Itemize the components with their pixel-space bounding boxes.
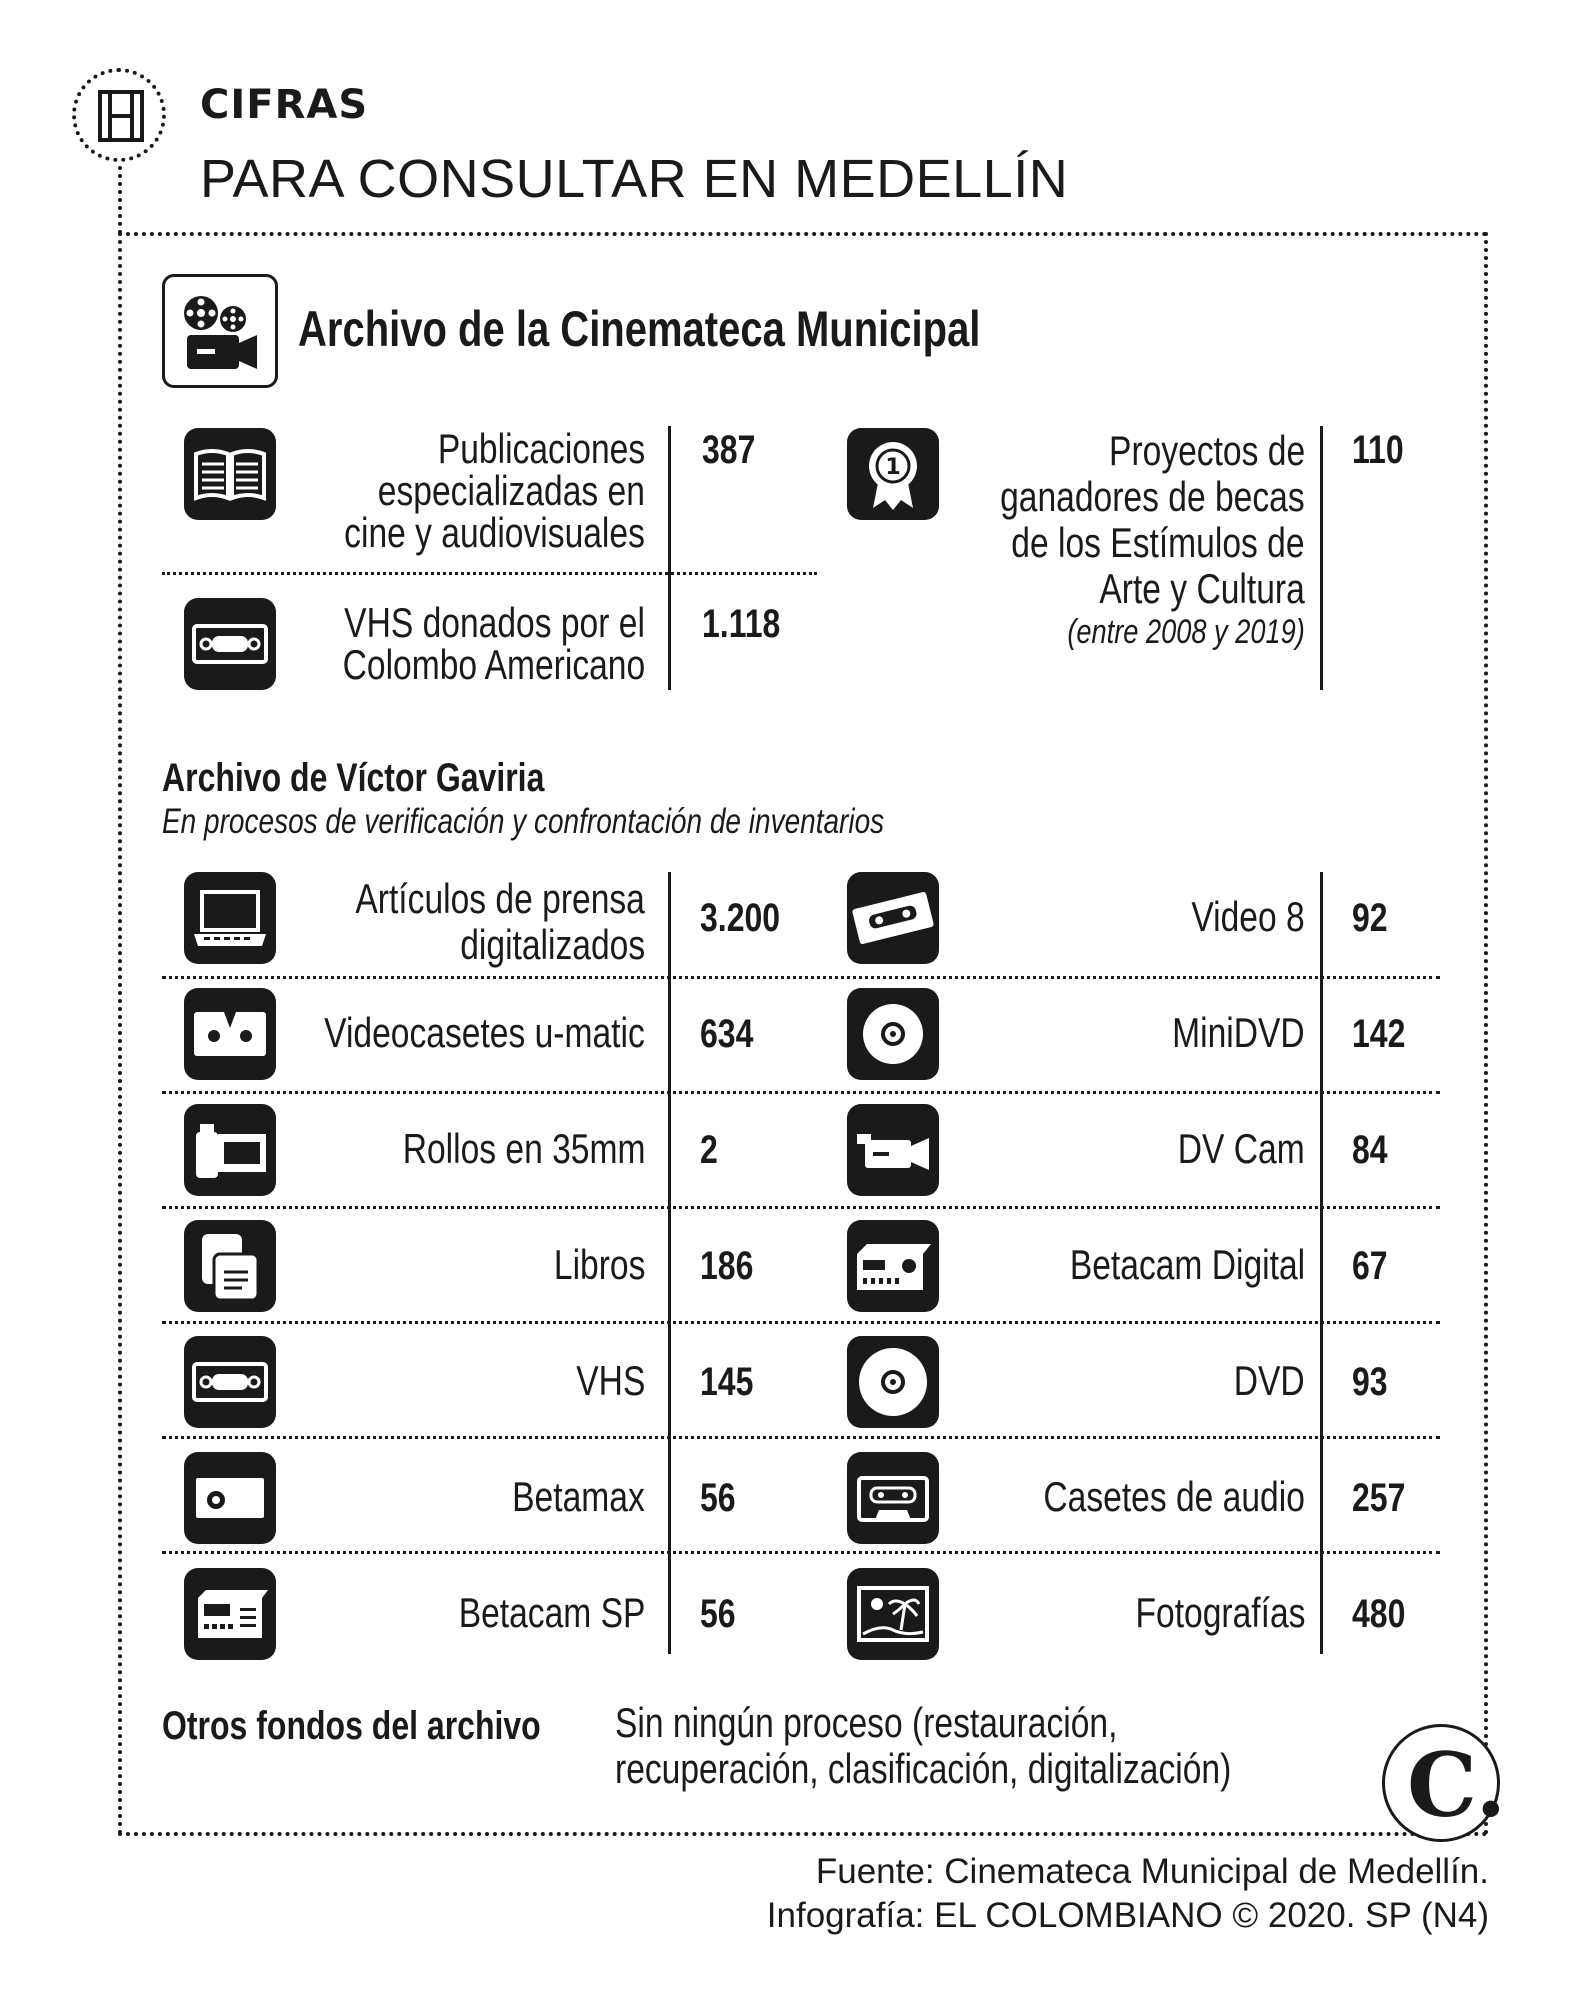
gaviria-subtitle: En procesos de verificación y confrontación de inventarios bbox=[162, 802, 885, 841]
divider bbox=[162, 1091, 1440, 1094]
el-colombiano-logo: C. bbox=[1382, 1724, 1500, 1842]
film-roll-icon-badge bbox=[184, 1104, 276, 1196]
publicaciones-value: 387 bbox=[702, 428, 756, 472]
camcorder-icon-badge bbox=[847, 1104, 939, 1196]
divider bbox=[162, 1551, 1440, 1554]
digital-deck-icon bbox=[847, 1220, 939, 1312]
camcorder-icon bbox=[847, 1104, 939, 1196]
svg-text:1: 1 bbox=[885, 455, 901, 480]
film-projector-badge bbox=[162, 274, 278, 388]
audio-cassette-icon-badge bbox=[847, 1452, 939, 1544]
books-icon-badge bbox=[184, 1220, 276, 1312]
divider bbox=[162, 976, 1440, 979]
photo-icon-badge bbox=[847, 1568, 939, 1660]
articulos-label: Artículos de prensa digitalizados bbox=[355, 875, 645, 968]
otros-title: Otros fondos del archivo bbox=[162, 1704, 541, 1748]
video8-cassette-icon bbox=[847, 872, 939, 964]
proyectos-value: 110 bbox=[1352, 428, 1404, 472]
divider bbox=[162, 1321, 1440, 1324]
book-icon-badge bbox=[184, 428, 276, 520]
libros-label: Libros bbox=[553, 1241, 645, 1288]
casetes-audio-label: Casetes de audio bbox=[1043, 1473, 1305, 1520]
libros-value: 186 bbox=[700, 1244, 754, 1288]
books-icon bbox=[184, 1220, 276, 1312]
cinemateca-title: Archivo de la Cinemateca Municipal bbox=[298, 301, 981, 357]
dvd-label: DVD bbox=[1234, 1357, 1305, 1404]
vhs-tape-icon bbox=[184, 598, 276, 690]
vhs-donados-value: 1.118 bbox=[702, 602, 781, 646]
rollos-value: 2 bbox=[700, 1128, 718, 1172]
betamax-tape-icon bbox=[184, 1452, 276, 1544]
divider bbox=[162, 572, 817, 575]
dvcam-value: 84 bbox=[1352, 1128, 1388, 1172]
headline: PARA CONSULTAR EN MEDELLÍN bbox=[200, 149, 1069, 209]
disc-icon bbox=[847, 1336, 939, 1428]
umatic-label: Videocasetes u-matic bbox=[324, 1009, 645, 1056]
articulos-value: 3.200 bbox=[700, 896, 781, 940]
rollos-label: Rollos en 35mm bbox=[402, 1125, 645, 1172]
source-note: Fuente: Cinemateca Municipal de Medellín. bbox=[815, 1852, 1489, 1891]
dvd-value: 93 bbox=[1352, 1360, 1388, 1404]
divider bbox=[162, 1206, 1440, 1209]
laptop-icon-badge bbox=[184, 872, 276, 964]
disc-icon bbox=[847, 988, 939, 1080]
vhs-value: 145 bbox=[700, 1360, 754, 1404]
film-roll-icon bbox=[184, 1104, 276, 1196]
betacam-sp-label: Betacam SP bbox=[458, 1589, 645, 1636]
book-icon bbox=[184, 428, 276, 520]
credit-note: Infografía: EL COLOMBIANO © 2020. SP (N4) bbox=[766, 1896, 1489, 1935]
laptop-icon bbox=[184, 872, 276, 964]
casetes-audio-value: 257 bbox=[1352, 1476, 1406, 1520]
column-rule bbox=[668, 872, 671, 1654]
film-strip-badge bbox=[72, 68, 166, 162]
film-projector-icon bbox=[179, 291, 265, 377]
photo-icon bbox=[847, 1568, 939, 1660]
column-rule bbox=[668, 426, 671, 690]
disc-icon-badge bbox=[847, 1336, 939, 1428]
vhs-tape-icon-badge bbox=[184, 1336, 276, 1428]
minidvd-label: MiniDVD bbox=[1172, 1009, 1305, 1056]
otros-text: Sin ningún proceso (restauración, recuperación, clasificación, digitalización) bbox=[615, 1699, 1232, 1792]
betamax-tape-icon-badge bbox=[184, 1452, 276, 1544]
betacam-digital-value: 67 bbox=[1352, 1244, 1388, 1288]
vhs-donados-label: VHS donados por el Colombo Americano bbox=[342, 599, 645, 688]
video8-value: 92 bbox=[1352, 896, 1388, 940]
betamax-value: 56 bbox=[700, 1476, 736, 1520]
umatic-value: 634 bbox=[700, 1012, 754, 1056]
betacam-sp-value: 56 bbox=[700, 1592, 736, 1636]
kicker: CIFRAS bbox=[200, 82, 369, 128]
header-connector bbox=[118, 166, 122, 234]
vhs-tape-icon bbox=[184, 1336, 276, 1428]
publicaciones-label: Publicaciones especializadas en cine y audiovisuales bbox=[344, 425, 645, 556]
betacam-deck-icon-badge bbox=[184, 1568, 276, 1660]
dvcam-label: DV Cam bbox=[1178, 1125, 1305, 1172]
column-rule bbox=[1320, 872, 1323, 1654]
disc-icon-badge bbox=[847, 988, 939, 1080]
betacam-deck-icon bbox=[184, 1568, 276, 1660]
video8-cassette-icon-badge bbox=[847, 872, 939, 964]
betacam-digital-label: Betacam Digital bbox=[1069, 1241, 1305, 1288]
column-rule bbox=[1320, 426, 1323, 690]
fotografias-label: Fotografías bbox=[1135, 1589, 1305, 1636]
gaviria-title: Archivo de Víctor Gaviria bbox=[162, 756, 545, 800]
betamax-label: Betamax bbox=[512, 1473, 645, 1520]
audio-cassette-icon bbox=[847, 1452, 939, 1544]
proyectos-label: Proyectos de ganadores de becas de los Estímulos de Arte y Cultura (entre 2008 y 2019) bbox=[1000, 427, 1305, 651]
divider bbox=[162, 1436, 1440, 1439]
vhs-label: VHS bbox=[575, 1357, 645, 1404]
digital-deck-icon-badge bbox=[847, 1220, 939, 1312]
vhs-tape-icon-badge bbox=[184, 598, 276, 690]
video8-label: Video 8 bbox=[1191, 893, 1305, 940]
fotografias-value: 480 bbox=[1352, 1592, 1406, 1636]
minidvd-value: 142 bbox=[1352, 1012, 1406, 1056]
film-strip-icon bbox=[98, 90, 144, 142]
